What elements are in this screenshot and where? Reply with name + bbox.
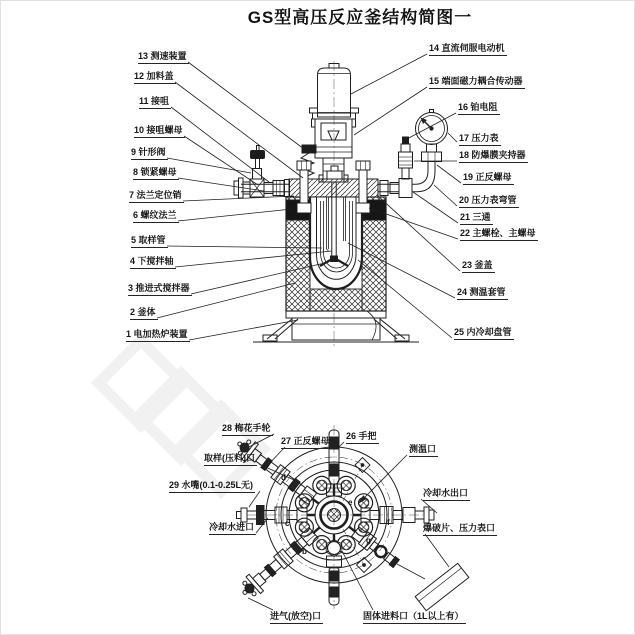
port-label-water-inlet: 冷却水进口 bbox=[209, 522, 256, 535]
port-point-e: e bbox=[348, 498, 353, 507]
part-label-11: 11 接咀 bbox=[139, 96, 171, 109]
part-label-17: 17 压力表 bbox=[459, 133, 501, 146]
part-label-20: 20 压力表弯管 bbox=[459, 195, 519, 208]
part-label-19: 19 正反螺母 bbox=[463, 172, 514, 185]
watermark bbox=[99, 341, 264, 492]
pressure-gauge bbox=[416, 110, 448, 162]
heater-base bbox=[253, 311, 419, 342]
port-label-gas-inlet: 进气(放空)口 bbox=[270, 611, 323, 624]
part-label-15: 15 端面磁力耦合传动器 bbox=[429, 76, 525, 89]
part-label-9: 9 针形阀 bbox=[131, 147, 168, 160]
part-label-13: 13 测速装置 bbox=[138, 51, 189, 64]
inner-vessel bbox=[310, 182, 362, 289]
front-view bbox=[157, 54, 461, 347]
part-label-24: 24 测温套管 bbox=[457, 287, 508, 300]
part-label-28: 28 梅花手轮 bbox=[222, 423, 273, 436]
solid-feed-port bbox=[326, 540, 342, 557]
burst-disc-holder bbox=[399, 137, 413, 179]
part-label-23: 23 釜盖 bbox=[462, 260, 495, 273]
part-label-5: 5 取样管 bbox=[131, 235, 168, 248]
port-point-g: g bbox=[366, 536, 371, 545]
part-label-21: 21 三通 bbox=[460, 212, 493, 225]
part-label-18: 18 防爆膜夹持器 bbox=[459, 150, 528, 163]
part-label-26: 26 手把 bbox=[346, 431, 379, 444]
port-point-c: c bbox=[285, 519, 290, 528]
part-label-4: 4 下搅拌轴 bbox=[130, 256, 176, 269]
port-point-b: b bbox=[302, 547, 307, 556]
part-label-22: 22 主螺栓、主螺母 bbox=[460, 228, 538, 241]
port-label-temperature: 测温口 bbox=[409, 444, 438, 457]
part-label-2: 2 釜体 bbox=[130, 307, 158, 320]
port-label-solid-feed: 固体进料口（1L以上有） bbox=[363, 611, 466, 624]
needle-valve bbox=[251, 146, 265, 180]
part-label-27: 27 正反螺母 bbox=[281, 436, 332, 449]
page-title: GS型高压反应釜结构简图一 bbox=[247, 8, 473, 27]
port-label-sampling: 取样(压料)口 bbox=[204, 453, 257, 466]
part-label-7: 7 法兰定位销 bbox=[129, 190, 184, 203]
port-label-rupture-disc: 爆破片、压力表口 bbox=[423, 523, 497, 536]
part-label-12: 12 加料盖 bbox=[134, 71, 176, 84]
part-label-8: 8 锁紧螺母 bbox=[133, 167, 179, 180]
part-label-16: 16 铂电阻 bbox=[458, 102, 500, 115]
port-point-f: f bbox=[387, 518, 390, 527]
handle-bottom bbox=[327, 556, 342, 605]
port-point-d: d bbox=[281, 473, 286, 482]
part-label-3: 3 推进式搅拌器 bbox=[128, 283, 192, 296]
part-label-1: 1 电加热炉装置 bbox=[126, 329, 190, 342]
part-label-29: 29 水嘴(0.1-0.25L无) bbox=[169, 480, 255, 493]
port-label-water-outlet: 冷却水出口 bbox=[423, 488, 470, 501]
part-label-10: 10 接咀螺母 bbox=[134, 125, 185, 138]
part-label-14: 14 直流伺服电动机 bbox=[429, 43, 507, 56]
leader-lines-top bbox=[247, 434, 449, 610]
reactor-diagram-canvas bbox=[1, 1, 635, 635]
part-label-25: 25 内冷却盘管 bbox=[454, 327, 514, 340]
magnetic-coupling bbox=[312, 119, 356, 158]
part-label-6: 6 螺纹法兰 bbox=[133, 210, 179, 223]
gauge-elbow bbox=[415, 161, 435, 192]
